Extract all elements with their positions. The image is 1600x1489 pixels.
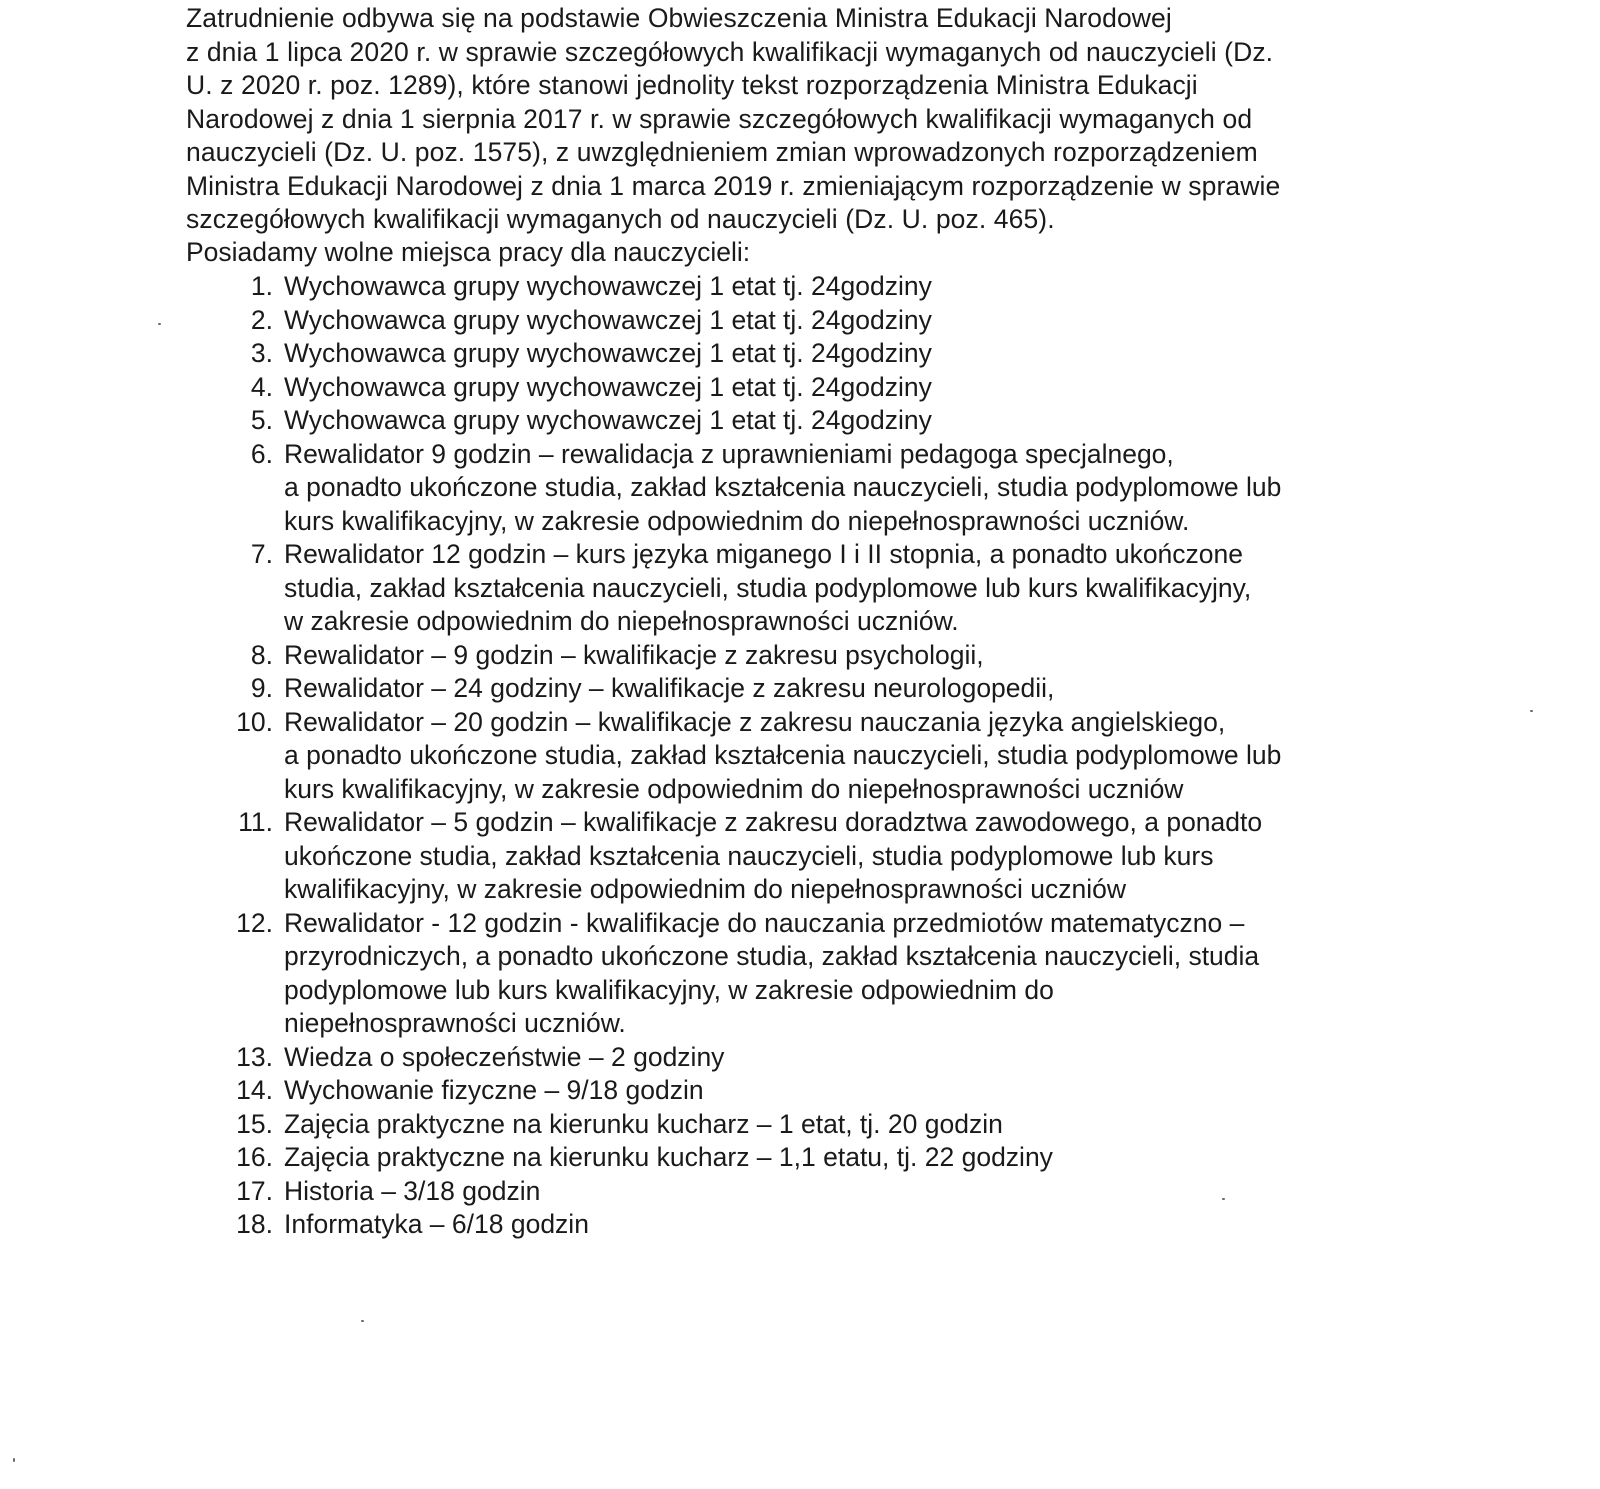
position-number: 4.: [250, 371, 273, 402]
position-number: 3.: [250, 338, 273, 368]
scan-speck: [1530, 710, 1533, 712]
scan-speck: [158, 323, 161, 325]
position-description-line: Rewalidator 12 godzin – kurs języka miganego I i II stopnia, a ponadto ukończone: [284, 539, 1244, 569]
position-item: [186, 304, 1416, 338]
position-description-line: Rewalidator – 5 godzin – kwalifikacje z zakresu doradztwa zawodowego, a ponadto: [284, 807, 1263, 837]
position-description: [284, 806, 1416, 907]
position-number: 14.: [236, 1075, 273, 1105]
intro-paragraph: [186, 2, 1416, 237]
intro-line: z dnia 1 lipca 2020 r. w sprawie szczegółowych kwalifikacji wymaganych od nauczycieli (Dz.: [186, 36, 1274, 67]
position-description-line: Informatyka – 6/18 godzin: [284, 1209, 589, 1239]
intro-line: U. z 2020 r. poz. 1289), które stanowi jednolity tekst rozporządzenia Ministra Edukacji: [186, 70, 1198, 100]
position-item: [186, 438, 1416, 539]
position-item: [186, 371, 1416, 405]
position-description-line: a ponadto ukończone studia, zakład kształcenia nauczycieli, studia podyplomowe lub: [284, 472, 1282, 502]
position-description-line: Zajęcia praktyczne na kierunku kucharz – 1 etat, tj. 20 godzin: [284, 1108, 1003, 1139]
scan-speck: [361, 1320, 364, 1322]
position-description: [284, 672, 1416, 706]
position-item: [186, 404, 1416, 438]
position-number: 6.: [250, 438, 273, 469]
position-description: [284, 404, 1416, 438]
position-number: 18.: [236, 1209, 273, 1239]
position-item: [186, 806, 1416, 907]
position-description: [284, 304, 1416, 338]
positions-list: [186, 270, 1416, 1242]
position-description: [284, 1074, 1416, 1108]
scan-speck: [13, 1458, 15, 1462]
position-description-line: Wychowanie fizyczne – 9/18 godzin: [284, 1075, 704, 1105]
position-description: [284, 438, 1416, 539]
position-description-line: niepełnosprawności uczniów.: [284, 1008, 626, 1038]
position-description: [284, 538, 1416, 639]
intro-line: Narodowej z dnia 1 sierpnia 2017 r. w sprawie szczegółowych kwalifikacji wymaganych od: [186, 103, 1253, 134]
position-description: [284, 1141, 1416, 1175]
position-number: 2.: [250, 304, 273, 335]
position-description-line: ukończone studia, zakład kształcenia nauczycieli, studia podyplomowe lub kurs: [284, 840, 1214, 871]
position-description-line: kurs kwalifikacyjny, w zakresie odpowiednim do niepełnosprawności uczniów: [284, 773, 1184, 804]
position-description: [284, 907, 1416, 1041]
position-item: [186, 706, 1416, 807]
positions-heading: Posiadamy wolne miejsca pracy dla nauczycieli:: [186, 237, 751, 267]
position-item: [186, 1208, 1416, 1242]
position-item: [186, 270, 1416, 304]
intro-line: Zatrudnienie odbywa się na podstawie Obwieszczenia Ministra Edukacji Narodowej: [186, 3, 1172, 33]
position-item: [186, 907, 1416, 1041]
position-description-line: w zakresie odpowiednim do niepełnosprawności uczniów.: [284, 606, 959, 636]
position-description-line: Rewalidator – 24 godziny – kwalifikacje z zakresu neurologopedii,: [284, 673, 1055, 703]
position-number: 5.: [250, 405, 273, 435]
position-item: [186, 1041, 1416, 1075]
position-item: [186, 1108, 1416, 1142]
position-description-line: kwalifikacyjny, w zakresie odpowiednim do niepełnosprawności uczniów: [284, 874, 1127, 904]
position-description: [284, 1041, 1416, 1075]
position-item: [186, 337, 1416, 371]
position-item: [186, 672, 1416, 706]
position-description-line: Wychowawca grupy wychowawczej 1 etat tj. 24godziny: [284, 338, 932, 368]
position-description: [284, 337, 1416, 371]
position-number: 9.: [250, 673, 273, 703]
position-description-line: a ponadto ukończone studia, zakład kształcenia nauczycieli, studia podyplomowe lub: [284, 740, 1282, 770]
position-description: [284, 1175, 1416, 1209]
position-description-line: Rewalidator - 12 godzin - kwalifikacje do nauczania przedmiotów matematyczno –: [284, 907, 1245, 938]
intro-line: szczegółowych kwalifikacji wymaganych od nauczycieli (Dz. U. poz. 465).: [186, 204, 1055, 234]
position-number: 15.: [236, 1108, 273, 1139]
position-description-line: Historia – 3/18 godzin: [284, 1175, 541, 1206]
position-item: [186, 538, 1416, 639]
position-description-line: Wiedza o społeczeństwie – 2 godziny: [284, 1041, 725, 1072]
position-description-line: Rewalidator – 20 godzin – kwalifikacje z zakresu nauczania języka angielskiego,: [284, 706, 1226, 737]
position-description: [284, 1108, 1416, 1142]
position-description-line: Wychowawca grupy wychowawczej 1 etat tj. 24godziny: [284, 271, 932, 301]
position-description-line: Rewalidator – 9 godzin – kwalifikacje z zakresu psychologii,: [284, 639, 984, 670]
position-item: [186, 639, 1416, 673]
position-description-line: kurs kwalifikacyjny, w zakresie odpowiednim do niepełnosprawności uczniów.: [284, 505, 1190, 536]
scan-speck: [1222, 1198, 1225, 1200]
position-number: 8.: [250, 639, 273, 670]
position-item: [186, 1074, 1416, 1108]
position-description-line: przyrodniczych, a ponadto ukończone studia, zakład kształcenia nauczycieli, studia: [284, 941, 1260, 971]
position-number: 12.: [236, 907, 273, 938]
position-description: [284, 706, 1416, 807]
position-description-line: Zajęcia praktyczne na kierunku kucharz – 1,1 etatu, tj. 22 godziny: [284, 1142, 1053, 1172]
position-description: [284, 270, 1416, 304]
position-number: 1.: [250, 271, 273, 301]
position-number: 16.: [236, 1142, 273, 1172]
intro-line: Ministra Edukacji Narodowej z dnia 1 marca 2019 r. zmieniającym rozporządzenie w sprawie: [186, 170, 1281, 201]
position-number: 7.: [250, 539, 273, 569]
position-item: [186, 1141, 1416, 1175]
position-description: [284, 1208, 1416, 1242]
position-number: 17.: [236, 1175, 273, 1206]
position-description-line: Wychowawca grupy wychowawczej 1 etat tj. 24godziny: [284, 371, 932, 402]
position-description-line: Wychowawca grupy wychowawczej 1 etat tj. 24godziny: [284, 304, 932, 335]
position-description-line: Wychowawca grupy wychowawczej 1 etat tj. 24godziny: [284, 405, 932, 435]
position-number: 11.: [238, 807, 273, 837]
position-description: [284, 371, 1416, 405]
position-description-line: Rewalidator 9 godzin – rewalidacja z uprawnieniami pedagoga specjalnego,: [284, 438, 1174, 469]
position-number: 13.: [236, 1041, 273, 1072]
position-description-line: studia, zakład kształcenia nauczycieli, studia podyplomowe lub kurs kwalifikacyjny,: [284, 572, 1252, 603]
intro-line: nauczycieli (Dz. U. poz. 1575), z uwzględnieniem zmian wprowadzonych rozporządzeniem: [186, 137, 1258, 167]
position-item: [186, 1175, 1416, 1209]
position-number: 10.: [236, 706, 273, 737]
position-description-line: podyplomowe lub kurs kwalifikacyjny, w zakresie odpowiednim do: [284, 974, 1054, 1005]
position-description: [284, 639, 1416, 673]
